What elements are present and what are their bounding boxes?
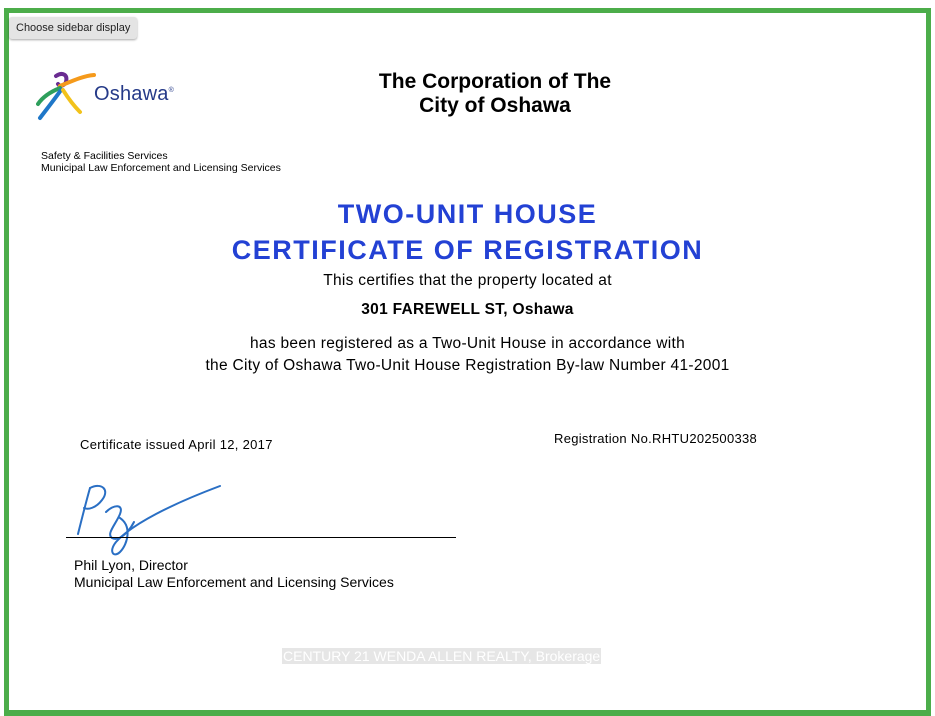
handwritten-signature (62, 478, 242, 560)
registered-text: has been registered as a Two-Unit House in accordance with (250, 335, 685, 352)
certificate-title-line-1: TWO-UNIT HOUSE (337, 199, 598, 229)
corporation-line-1: The Corporation of The (378, 70, 612, 93)
oshawa-logo-icon (36, 70, 96, 122)
registered-mark: ® (168, 87, 174, 94)
department-line-2: Municipal Law Enforcement and Licensing Services (41, 162, 281, 174)
oshawa-logo (36, 70, 196, 122)
signer-department: Municipal Law Enforcement and Licensing Services (74, 574, 394, 590)
certifies-text: This certifies that the property located at (323, 272, 612, 289)
oshawa-wordmark (94, 83, 174, 106)
issued-date: Certificate issued April 12, 2017 (80, 437, 273, 452)
bylaw-text: the City of Oshawa Two-Unit House Registration By-law Number 41-2001 (205, 357, 730, 374)
certificate-title-line-2: CERTIFICATE OF REGISTRATION (231, 235, 704, 265)
signer-name: Phil Lyon, Director (74, 557, 188, 573)
signature-line (66, 537, 456, 538)
brokerage-watermark: CENTURY 21 WENDA ALLEN REALTY, Brokerage (283, 648, 601, 664)
corporation-line-2: City of Oshawa (419, 94, 571, 117)
property-address: 301 FAREWELL ST, Oshawa (361, 301, 574, 318)
logo-text: Oshawa (94, 83, 169, 105)
department-line-1: Safety & Facilities Services (41, 150, 168, 162)
choose-sidebar-display-button[interactable]: Choose sidebar display (9, 17, 137, 39)
registration-number: Registration No.RHTU202500338 (554, 431, 758, 446)
